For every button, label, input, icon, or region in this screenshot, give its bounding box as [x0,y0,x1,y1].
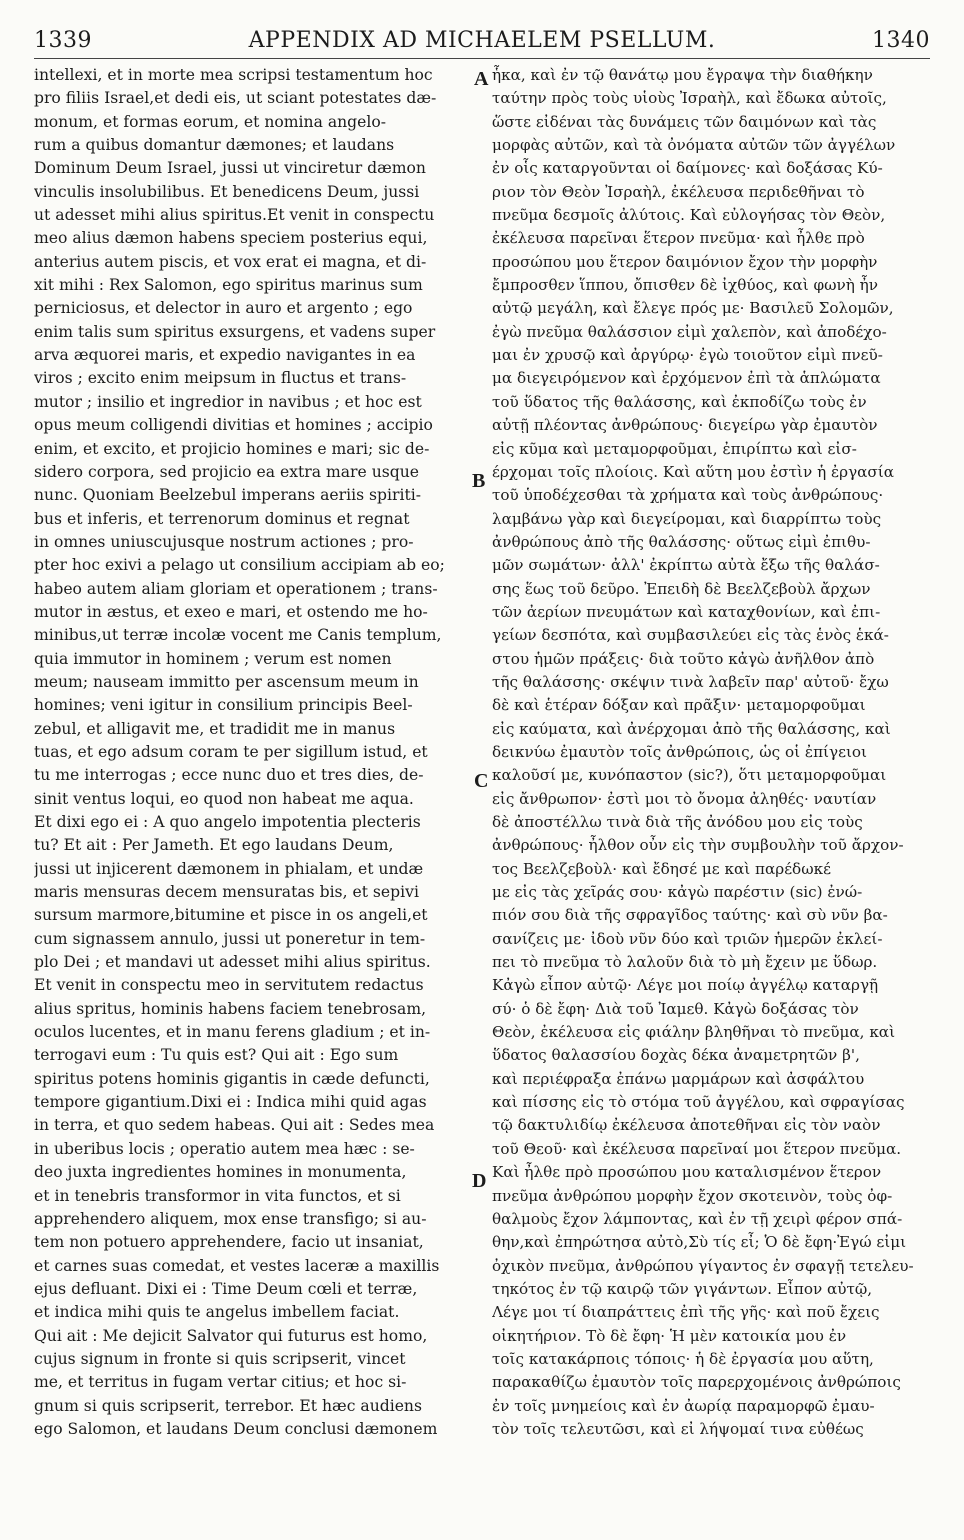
greek-text-line: μαι ἐν χρυσῷ καὶ ἀργύρῳ· ἐγὼ τοιοῦτον εἰμὶ πνεῦ- [492,346,883,365]
latin-text-line: bus et inferis, et terrenorum dominus et regnat [34,509,410,528]
greek-text-line: δὲ καὶ ἑτέραν δόξαν καὶ πρᾶξιν· μεταμορφοῦμαι [492,696,866,715]
latin-text-line: vinculis insolubilibus. Et benedicens Deum, jussi [34,182,420,201]
greek-text-line: ἐκέλευσα παρεῖναι ἕτερον πνεῦμα· καὶ ἦλθε πρὸ [492,229,865,248]
greek-text-line: ταύτην πρὸς τοὺς υἱοὺς Ἰσραὴλ, καὶ ἔδωκα αὐτοῖς, [492,89,887,108]
running-title: APPENDIX AD MICHAELEM PSELLUM. [248,28,716,53]
greek-text-line: Θεὸν, ἐκέλευσα εἰς φιάλην βληθῆναι τὸ πνεῦμα, καὶ [492,1023,896,1042]
section-marker-a: A [474,68,489,90]
latin-text-line: arva æquorei maris, et expedio navigantes in ea [34,346,416,365]
latin-text-line: in terra, et quo sedem habeas. Qui ait : Sedes mea [34,1116,435,1135]
latin-text-line: quia immutor in hominem ; verum est nomen [34,649,392,668]
latin-text-line: tu? Et ait : Per Jameth. Et ego laudans Deum, [34,836,394,855]
latin-text-line: zebul, et alligavit me, et tradidit me in manus [34,719,396,738]
latin-text-line: in uberibus locis ; operatio autem mea hæc : se- [34,1139,415,1158]
left-page-number: 1339 [34,28,92,53]
greek-text-line: τῆς θαλάσσης· σκέψιν τινὰ λαβεῖν παρ' αὐτοῦ· ἔχω [492,672,889,691]
greek-text-line: τοῖς κατακάρποις τόποις· ἡ δὲ ἐργασία μου αὕτη, [492,1349,874,1368]
greek-text-line: προσώπου μου ἕτερον δαιμόνιον ἔχον τὴν μορφὴν [492,252,878,271]
greek-text-line: λαμβάνω γὰρ καὶ διεγείρομαι, καὶ διαρρίπτω τοὺς [492,509,882,528]
greek-text-line: σανίζεις με· ἰδοὺ νῦν δύο καὶ τριῶν ἡμερῶν ἐκλεί- [492,929,883,948]
latin-text-line: enim talis sum spiritus exsurgens, et vadens super [34,322,436,341]
greek-text-line: δεικνύω ἐμαυτὸν τοῖς ἀνθρώποις, ὡς οἱ ἐπίγειοι [492,742,868,761]
latin-text-line: rum a quibus domantur dæmones; et laudans [34,136,395,155]
greek-text-line: εἰς καύματα, καὶ ἀνέρχομαι ἀπὸ τῆς θαλάσσης, καὶ [492,719,891,738]
greek-text-line: θην,καὶ ἐπηρώτησα αὐτὸ,Σὺ τίς εἶ; Ὁ δὲ ἔφη·Ἐγώ εἰμι [492,1233,907,1252]
latin-text-line: maris mensuras decem mensuratas bis, et sepivi [34,883,419,902]
latin-text-line: spiritus potens hominis gigantis in cæde defuncti, [34,1069,430,1088]
latin-text-line: tu me interrogas ; ecce nunc duo et tres dies, de- [34,766,424,785]
latin-text-line: nunc. Quoniam Beelzebul imperans aeriis spiriti- [34,486,421,505]
greek-text-line: εἰς κῦμα καὶ μεταμορφοῦμαι, ἐπιρίπτω καὶ εἰσ- [492,439,857,458]
section-marker-d: D [472,1170,487,1192]
greek-text-line: μα διεγειρόμενον καὶ ἐρχόμενον ἐπὶ τὰ ἁπλώματα [492,369,881,388]
latin-text-line: Et dixi ego ei : A quo angelo impotentia plecteris [34,813,421,831]
greek-text-line: σύ· ὁ δὲ ἔφη· Διὰ τοῦ Ἰαμεθ. Κἀγὼ δοξάσας τὸν [492,999,859,1018]
latin-text-line: cum signassem annulo, jussi ut poneretur in tem- [34,929,426,948]
latin-text-line: et carnes suas comedat, et vestes laceræ a maxillis [34,1256,440,1275]
greek-text-line: σης ἕως τοῦ δεῦρο. Ἐπειδὴ δὲ Βεελζεβοὺλ ἄρχων [492,579,871,598]
latin-text-line: minibus,ut terræ incolæ vocent me Canis templum, [34,626,442,645]
latin-text-line: jussi ut injicerent dæmonem in phialam, et undæ [34,859,424,878]
greek-text-line: μῶν σωμάτων· ἀλλ' ἐκρίπτω αὐτὰ ἔξω τῆς θαλάσ- [492,556,880,575]
greek-text-line: Λέγε μοι τί διαπράττεις ἐπὶ τῆς γῆς· καὶ ποῦ ἔχεις [492,1303,880,1322]
latin-text-line: oculos lucentes, et in manu ferens gladium ; et in- [34,1023,431,1042]
latin-text-line: ut adesset mihi alius spiritus.Et venit in conspectu [34,206,435,225]
page-header [34,22,930,59]
latin-text-line: sidero corpora, sed projicio ea extra mare usque [34,462,419,481]
latin-text-line: pter hoc exivi a pelago ut consilium accipiam ab eo; [34,556,445,575]
greek-text-line: παρακαθίζω ἐμαυτὸν τοῖς παρερχομένοις ἀνθρώποις [492,1373,901,1392]
latin-text-line: apprehendero aliquem, mox ense transfigo; si au- [34,1209,427,1228]
latin-text-line: xit mihi : Rex Salomon, ego spiritus marinus sum [34,276,423,295]
section-marker-b: B [472,470,486,492]
latin-text-line: me, et territus in fugam vertar citius; et hoc si- [34,1373,407,1392]
greek-text-line: ἐγὼ πνεῦμα θαλάσσιον εἰμὶ χαλεπὸν, καὶ ἀποδέχο- [492,322,887,341]
greek-text-line: ὕδατος θαλασσίου δοχὰς δέκα ἀναμετρητῶν β', [492,1046,860,1065]
latin-text-line: perniciosus, et delector in auro et argento ; ego [34,299,413,318]
greek-text-line: ἀνθρώπους ἀπὸ τῆς θαλάσσης· οὕτως εἰμὶ ἐπιθυ- [492,532,871,551]
latin-text-line: plo Dei ; et mandavi ut adesset mihi alius spiritus. [34,953,431,972]
greek-text-line: πνεῦμα δεσμοῖς ἀλύτοις. Καὶ εὐλογήσας τὸν Θεὸν, [492,206,886,225]
latin-text-line: habeo autem aliam gloriam et operationem ; trans- [34,579,438,598]
greek-text-line: τῶν ἀερίων πνευμάτων καὶ καταχθονίων, καὶ ἐπι- [492,602,881,621]
latin-text-line: tem non potuero apprehendere, facio ut insaniat, [34,1233,424,1252]
latin-text-line: tempore gigantium.Dixi ei : Indica mihi quid agas [34,1093,427,1112]
latin-text-line: ego Salomon, et laudans Deum conclusi dæmonem [34,1419,438,1438]
latin-text-line: deo juxta ingredientes homines in monumenta, [34,1163,407,1182]
greek-text-line: εἰς ἄνθρωπον· ἐστὶ μοι τὸ ὄνομα ἀληθές· ναυτίαν [492,789,877,808]
latin-text-line: in omnes uniuscujusque nostrum actiones ; pro- [34,532,414,551]
latin-text-line: terrogavi eum : Tu quis est? Qui ait : Ego sum [34,1046,399,1065]
greek-text-line: καὶ πίσσης εἰς τὸ στόμα τοῦ ἀγγέλου, καὶ σφραγίσας [492,1093,905,1112]
greek-text-line: έρχομαι τοῖς πλοίοις. Καὶ αὕτη μου ἐστὶν ἡ ἐργασία [492,462,894,481]
latin-text-line: sinit ventus loqui, eo quod non habeat me aqua. [34,789,414,808]
latin-text-line: monum, et formas eorum, et nomina angelo- [34,112,387,131]
latin-text-line: et indica mihi quis te angelus imbellem faciat. [34,1303,400,1322]
greek-text-line: ἐν τοῖς μνημείοις καὶ ἐν ἀωρίᾳ παραμορφῶ ἐμαυ- [492,1396,875,1415]
greek-text-line: καὶ περιέφραξα ἐπάνω μαρμάρων καὶ ἀσφάλτου [492,1069,865,1088]
right-page-number: 1340 [872,28,930,53]
latin-text-line: homines; veni igitur in consilium principis Beel- [34,696,413,715]
latin-text-line: anterius autem piscis, et vox erat ei magna, et di- [34,252,427,271]
latin-text-line: alius spritus, hominis habens faciem tenebrosam, [34,999,427,1018]
greek-text-line: με εἰς τὰς χεῖράς σου· κἀγὼ παρέστιν (sic) ἐνώ- [492,883,863,902]
greek-text-line: οἰκητήριον. Τὸ δὲ ἔφη· Ἡ μὲν κατοικία μου ἐν [492,1326,847,1345]
greek-text-line: πει τὸ πνεῦμα τὸ λαλοῦν διὰ τὸ μὴ ἔχειν με ὕδωρ. [492,953,878,972]
greek-text-line: τῷ δακτυλιδίῳ ἐκέλευσα ἀποτεθῆναι εἰς τὸν ναὸν [492,1116,881,1135]
greek-text-line: τοῦ ὕδατος τῆς θαλάσσης, καὶ ἐκποδίζω τοὺς ἐν [492,392,867,411]
latin-text-line: sursum marmore,bitumine et pisce in os angeli,et [34,906,428,925]
latin-text-line: pro filiis Israel,et dedi eis, ut sciant potestates dæ- [34,89,437,108]
greek-text-line: Κἀγὼ εἶπον αὐτῷ· Λέγε μοι ποίῳ ἀγγέλῳ καταργῇ [492,976,879,995]
latin-text-line: ejus defluant. Dixi ei : Time Deum cœli et terræ, [34,1279,418,1298]
greek-text-line: τος Βεελζεβοὺλ· καὶ ἔδησέ με καὶ παρέδωκέ [492,859,831,878]
greek-text-line: αὐτῇ πλέοντας ἀνθρώπους· διεγείρω γὰρ ἐμαυτὸν [492,416,878,435]
greek-text-line: τηκότος ἐν τῷ καιρῷ τῶν γιγάντων. Εἶπον αὐτῷ, [492,1279,873,1298]
greek-text-line: ὀχικὸν πνεῦμα, ἀνθρώπου γίγαντος ἐν σφαγῇ τετελευ- [492,1256,914,1275]
greek-text-line: στου ἡμῶν πράξεις· διὰ τοῦτο κἀγὼ ἀνῆλθον ἀπὸ [492,649,875,668]
latin-text-line: gnum si quis scripserit, terrebor. Et hæc audiens [34,1396,422,1415]
greek-text-line: αὐτῷ μεγάλη, καὶ ἔλεγε πρός με· Βασιλεῦ Σολομῶν, [492,299,894,318]
greek-text-line: πιόν σου διὰ τῆς σφραγῖδος ταύτης· καὶ σὺ νῦν βα- [492,906,888,925]
greek-text-line: γείων δεσπότα, καὶ συμβασιλεύει εἰς τὰς ἑνὸς ἑκά- [492,626,889,645]
greek-text-line: πνεῦμα ἀνθρώπου μορφὴν ἔχον σκοτεινὸν, τοὺς ὀφ- [492,1186,893,1205]
latin-text-line: meum; nauseam immitto per ascensum meum in [34,672,419,691]
greek-text-line: τοῦ Θεοῦ· καὶ ἐκέλευσα παρεῖναί μοι ἕτερον πνεῦμα. [492,1139,902,1158]
latin-text-line: Et venit in conspectu meo in servitutem redactus [34,976,424,995]
greek-text-line: ὥστε εἰδέναι τὰς δυνάμεις τῶν δαιμόνων καὶ τὰς [492,112,877,131]
greek-text-line: καλοῦσί με, κυνόπαστον (sic?), ὅτι μεταμορφοῦμαι [492,766,887,785]
latin-text-line: et in tenebris transformor in vita functos, et si [34,1186,401,1205]
latin-text-line: opus meum colligendi divitias et homines ; accipio [34,416,433,435]
greek-text-line: δὲ ἀποστέλλω τινὰ διὰ τῆς ἀνόδου μου εἰς τοὺς [492,813,863,831]
latin-text-line: Qui ait : Me dejicit Salvator qui futurus est homo, [34,1326,428,1345]
greek-text-line: τὸν τοῖς τελευτῶσι, καὶ εἰ λήψομαί τινα εὐθέως [492,1419,864,1438]
latin-text-line: viros ; excito enim meipsum in fluctus et trans- [34,369,407,388]
latin-text-line: tuas, et ego adsum coram te per sigillum istud, et [34,742,428,761]
latin-text-line: intellexi, et in morte mea scripsi testamentum hoc [34,66,433,84]
greek-text-line: θαλμοὺς ἔχον λάμποντας, καὶ ἐν τῇ χειρὶ φέρον σπά- [492,1209,903,1228]
greek-text-line: ἐν οἷς καταργοῦνται οἱ δαίμονες· καὶ δοξάσας Κύ- [492,159,883,178]
latin-text-line: mutor in æstus, et exeo e mari, et ostendo me ho- [34,602,428,621]
latin-text-line: mutor ; insilio et ingredior in navibus ; et hoc est [34,392,422,411]
latin-column [34,64,470,1534]
greek-text-line: Καὶ ἦλθε πρὸ προσώπου μου καταλισμένον ἕτερον [492,1163,882,1182]
greek-text-line: ριον τὸν Θεὸν Ἰσραὴλ, ἐκέλευσα περιδεθῆναι τὸ [492,182,865,201]
greek-text-line: ἔμπροσθεν ἵππου, ὄπισθεν δὲ ἰχθύος, καὶ φωνὴ ἦν [492,276,878,295]
greek-text-line: τοῦ ὑποδέχεσθαι τὰ χρήματα καὶ τοὺς ἀνθρώπους· [492,486,884,505]
greek-text-line: μορφὰς αὐτῶν, καὶ τὰ ὀνόματα αὐτῶν τῶν ἀγγέλων [492,136,896,155]
greek-text-line: ἧκα, καὶ ἐν τῷ θανάτῳ μου ἔγραψα τὴν διαθήκην [492,66,873,84]
greek-column [492,64,930,1534]
greek-text-line: ἀνθρώπους· ἦλθον οὖν εἰς τὴν συμβουλὴν τοῦ ἄρχον- [492,836,904,855]
section-marker-c: C [474,770,489,792]
latin-text-line: cujus signum in fronte si quis scripserit, vincet [34,1349,406,1368]
latin-text-line: meo alius dæmon habens speciem posterius equi, [34,229,428,248]
latin-text-line: Dominum Deum Israel, jussi ut vinciretur dæmon [34,159,426,178]
latin-text-line: enim, et excito, et projicio homines e mari; sic de- [34,439,430,458]
